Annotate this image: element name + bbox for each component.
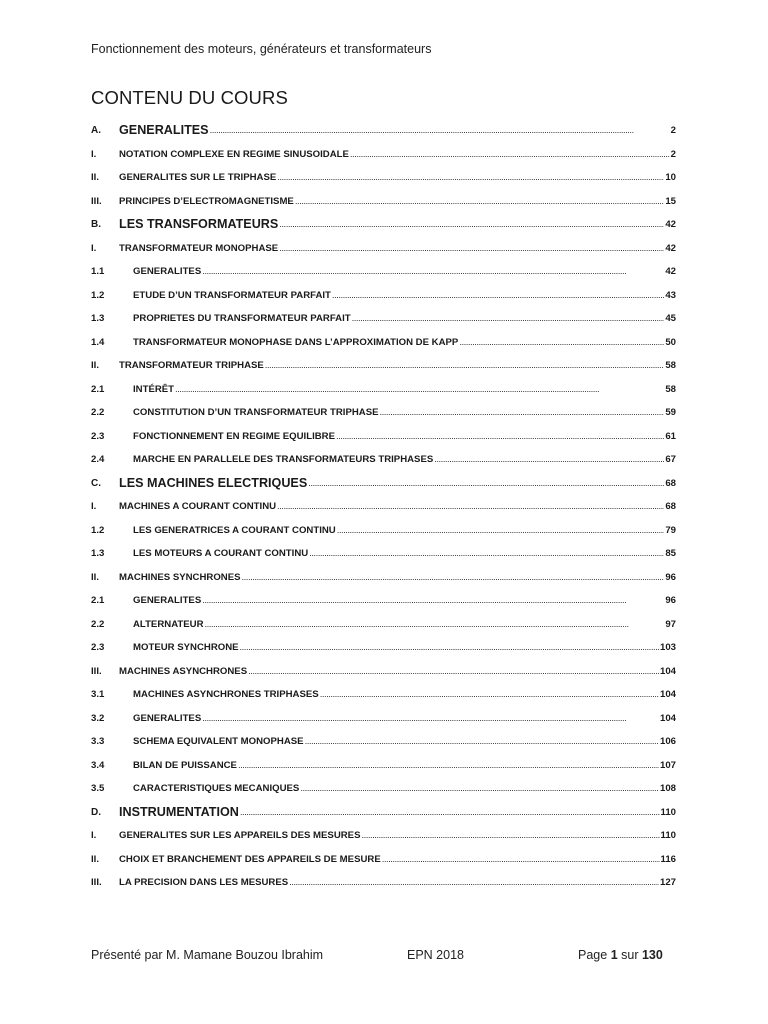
toc-dot-leader (300, 782, 659, 796)
footer-page-prefix: Page (578, 948, 608, 962)
toc-entry-page: 61 (665, 430, 676, 442)
toc-entry-number: 1.4 (91, 336, 105, 348)
toc-entry[interactable] (91, 757, 676, 773)
toc-entry-title: CHOIX ET BRANCHEMENT DES APPAREILS DE MESURE (119, 853, 381, 865)
toc-entry-number: I. (91, 830, 97, 841)
toc-dot-leader (277, 500, 664, 514)
toc-dot-leader (352, 312, 665, 326)
toc-dot-leader (248, 665, 659, 679)
toc-entry-number: 3.3 (91, 736, 105, 747)
toc-entry-number: II. (91, 571, 99, 583)
toc-dot-leader (459, 336, 664, 350)
toc-entry-page: 68 (665, 477, 676, 489)
toc-entry-title: MACHINES ASYNCHRONES (119, 665, 248, 677)
toc-entry[interactable] (91, 733, 676, 749)
toc-entry-number: 3.1 (91, 689, 105, 700)
toc-entry-title: MOTEUR SYNCHRONE (133, 642, 239, 653)
toc-entry[interactable] (91, 874, 676, 890)
toc-entry-title: PROPRIETES DU TRANSFORMATEUR PARFAIT (133, 313, 351, 324)
toc-dot-leader (202, 594, 664, 608)
toc-entry-number: III. (91, 665, 102, 677)
toc-entry[interactable] (91, 310, 676, 326)
toc-entry-title: ETUDE D’UN TRANSFORMATEUR PARFAIT (133, 289, 331, 301)
toc-entry-page: 97 (665, 618, 676, 630)
toc-entry-page: 106 (659, 736, 676, 747)
toc-entry[interactable] (91, 334, 676, 350)
toc-dot-leader (202, 712, 659, 726)
toc-dot-leader (205, 618, 665, 632)
toc-entry-title: SCHEMA EQUIVALENT MONOPHASE (133, 736, 304, 747)
toc-entry-title: ALTERNATEUR (133, 618, 204, 630)
toc-entry-number: 3.5 (91, 783, 105, 794)
toc-entry-page: 42 (665, 219, 676, 230)
toc-dot-leader (279, 242, 664, 256)
toc-entry-page: 110 (660, 806, 676, 818)
toc-entry-title: INSTRUMENTATION (119, 804, 239, 819)
toc-entry-number: III. (91, 877, 102, 888)
toc-dot-leader (240, 641, 659, 655)
toc-entry-page: 58 (665, 383, 676, 395)
toc-entry-title: INTÉRÊT (133, 383, 175, 395)
toc-dot-leader (202, 265, 664, 279)
toc-entry-page: 58 (665, 360, 676, 371)
toc-entry[interactable] (91, 545, 676, 561)
toc-entry-number: II. (91, 360, 99, 371)
toc-entry[interactable] (91, 428, 676, 444)
toc-entry-title: MACHINES SYNCHRONES (119, 571, 241, 583)
toc-entry-number: 3.4 (91, 759, 105, 771)
toc-entry[interactable] (91, 498, 676, 514)
toc-entry-page: 96 (665, 571, 676, 583)
toc-entry-page: 68 (665, 501, 676, 512)
toc-dot-leader (308, 476, 664, 491)
toc-entry-number: 3.2 (91, 712, 105, 724)
toc-entry-title: GENERALITES SUR LE TRIPHASE (119, 172, 277, 183)
toc-entry-title: CONSTITUTION D’UN TRANSFORMATEUR TRIPHASE (133, 407, 379, 418)
page-title: CONTENU DU COURS (91, 87, 288, 108)
toc-dot-leader (332, 289, 664, 303)
toc-dot-leader (337, 524, 665, 538)
toc-entry-page: 50 (665, 336, 676, 348)
toc-entry-number: A. (91, 125, 101, 136)
toc-entry-number: 2.2 (91, 407, 105, 418)
toc-entry-page: 2 (670, 125, 676, 136)
footer-school: EPN 2018 (407, 948, 464, 962)
toc-entry-number: 1.3 (91, 548, 105, 559)
toc-dot-leader (361, 829, 659, 843)
toc-entry[interactable] (91, 522, 676, 538)
toc-entry-page: 96 (665, 595, 676, 606)
footer-page-sep: sur (621, 948, 639, 962)
toc-entry-number: I. (91, 148, 97, 160)
toc-entry[interactable] (91, 780, 676, 796)
toc-entry-title: TRANSFORMATEUR MONOPHASE (119, 242, 279, 254)
toc-dot-leader (309, 547, 664, 561)
toc-entry-number: 1.3 (91, 313, 105, 324)
toc-entry[interactable] (91, 357, 676, 373)
running-header: Fonctionnement des moteurs, générateurs et transformateurs (91, 42, 432, 56)
toc-entry-title: GENERALITES (133, 712, 202, 724)
toc-entry[interactable] (91, 193, 676, 209)
toc-entry-page: 104 (659, 665, 676, 677)
toc-entry[interactable] (91, 451, 676, 467)
toc-entry-title: GENERALITES (133, 266, 202, 277)
toc-entry-number: 2.1 (91, 383, 105, 395)
toc-entry-page: 127 (659, 877, 676, 888)
toc-entry[interactable] (91, 169, 676, 185)
toc-entry[interactable] (91, 263, 676, 279)
toc-entry-page: 43 (665, 289, 676, 301)
toc-entry-title: TRANSFORMATEUR MONOPHASE DANS L’APPROXIMATION DE KAPP (133, 336, 459, 348)
toc-entry-number: II. (91, 172, 99, 183)
toc-entry[interactable] (91, 851, 676, 867)
toc-entry-title: LES MOTEURS A COURANT CONTINU (133, 548, 309, 559)
toc-dot-leader (320, 688, 659, 702)
toc-entry-page: 42 (665, 242, 676, 254)
toc-entry[interactable] (91, 827, 676, 843)
toc-entry[interactable] (91, 287, 676, 303)
toc-dot-leader (289, 876, 659, 890)
toc-entry-number: 2.1 (91, 595, 105, 606)
toc-entry-title: MARCHE EN PARALLELE DES TRANSFORMATEURS TRIPHASES (133, 454, 434, 465)
toc-entry-title: TRANSFORMATEUR TRIPHASE (119, 360, 264, 371)
toc-entry-page: 67 (665, 454, 676, 465)
toc-dot-leader (305, 735, 659, 749)
toc-dot-leader (175, 383, 664, 397)
toc-dot-leader (279, 217, 664, 232)
toc-entry-page: 79 (665, 524, 676, 536)
table-of-contents (91, 0, 676, 1024)
toc-entry-number: 2.3 (91, 642, 105, 653)
toc-entry-page: 107 (659, 759, 676, 771)
toc-entry-title: LES MACHINES ELECTRIQUES (119, 475, 308, 490)
toc-entry[interactable] (91, 804, 676, 820)
toc-entry[interactable] (91, 381, 676, 397)
toc-entry-number: I. (91, 242, 97, 254)
toc-entry-page: 108 (659, 783, 676, 794)
footer-page-number (578, 948, 663, 962)
toc-entry[interactable] (91, 216, 676, 232)
toc-dot-leader (265, 359, 665, 373)
footer-page-current: 1 (610, 948, 618, 962)
toc-entry-page: 42 (665, 266, 676, 277)
toc-dot-leader (382, 853, 660, 867)
toc-entry-page: 110 (660, 830, 676, 841)
toc-entry-title: LES GENERATRICES A COURANT CONTINU (133, 524, 336, 536)
toc-dot-leader (295, 195, 664, 209)
toc-entry[interactable] (91, 686, 676, 702)
toc-entry-page: 103 (659, 642, 676, 653)
toc-entry[interactable] (91, 240, 676, 256)
toc-entry[interactable] (91, 616, 676, 632)
toc-entry-title: GENERALITES (133, 595, 202, 606)
toc-entry-number: III. (91, 195, 102, 207)
toc-dot-leader (240, 805, 660, 820)
toc-dot-leader (238, 759, 659, 773)
toc-entry-title: MACHINES ASYNCHRONES TRIPHASES (133, 689, 319, 700)
toc-entry-number: 1.2 (91, 289, 105, 301)
toc-entry-page: 85 (665, 548, 676, 559)
toc-entry-page: 59 (665, 407, 676, 418)
toc-entry[interactable] (91, 146, 676, 162)
toc-dot-leader (336, 430, 664, 444)
toc-entry[interactable] (91, 639, 676, 655)
toc-entry-number: 2.2 (91, 618, 105, 630)
toc-entry[interactable] (91, 592, 676, 608)
footer-author: Présenté par M. Mamane Bouzou Ibrahim (91, 948, 324, 962)
toc-entry-page: 15 (665, 195, 676, 207)
toc-entry-title: CARACTERISTIQUES MECANIQUES (133, 783, 300, 794)
toc-entry-number: I. (91, 501, 97, 512)
toc-entry[interactable] (91, 663, 676, 679)
toc-entry-number: C. (91, 477, 101, 489)
toc-entry-page: 45 (665, 313, 676, 324)
toc-entry-number: D. (91, 806, 101, 818)
toc-entry-number: II. (91, 853, 99, 865)
toc-entry-title: PRINCIPES D’ELECTROMAGNETISME (119, 195, 294, 207)
toc-entry-page: 104 (659, 689, 676, 700)
toc-entry-page: 2 (670, 148, 676, 160)
toc-entry[interactable] (91, 569, 676, 585)
toc-entry-title: MACHINES A COURANT CONTINU (119, 501, 277, 512)
toc-entry-number: 2.4 (91, 454, 105, 465)
toc-entry-number: B. (91, 219, 101, 230)
toc-dot-leader (210, 123, 670, 138)
toc-entry-title: GENERALITES SUR LES APPAREILS DES MESURES (119, 830, 361, 841)
toc-entry-number: 2.3 (91, 430, 105, 442)
toc-dot-leader (277, 171, 664, 185)
footer-page-total: 130 (641, 948, 663, 962)
toc-entry[interactable] (91, 475, 676, 491)
toc-entry-page: 104 (659, 712, 676, 724)
toc-entry-number: 1.1 (91, 266, 105, 277)
toc-entry-title: FONCTIONNEMENT EN REGIME EQUILIBRE (133, 430, 336, 442)
toc-dot-leader (242, 571, 665, 585)
toc-entry-title: LES TRANSFORMATEURS (119, 217, 279, 231)
toc-entry[interactable] (91, 404, 676, 420)
toc-dot-leader (434, 453, 664, 467)
toc-entry-title: NOTATION COMPLEXE EN REGIME SINUSOIDALE (119, 148, 349, 160)
toc-entry-title: BILAN DE PUISSANCE (133, 759, 237, 771)
toc-entry-number: 1.2 (91, 524, 105, 536)
toc-entry-page: 116 (660, 853, 676, 865)
toc-entry-page: 10 (665, 172, 676, 183)
toc-dot-leader (380, 406, 665, 420)
toc-entry[interactable] (91, 122, 676, 138)
toc-dot-leader (350, 148, 670, 162)
toc-entry-title: LA PRECISION DANS LES MESURES (119, 877, 289, 888)
toc-entry[interactable] (91, 710, 676, 726)
toc-entry-title: GENERALITES (119, 123, 209, 137)
